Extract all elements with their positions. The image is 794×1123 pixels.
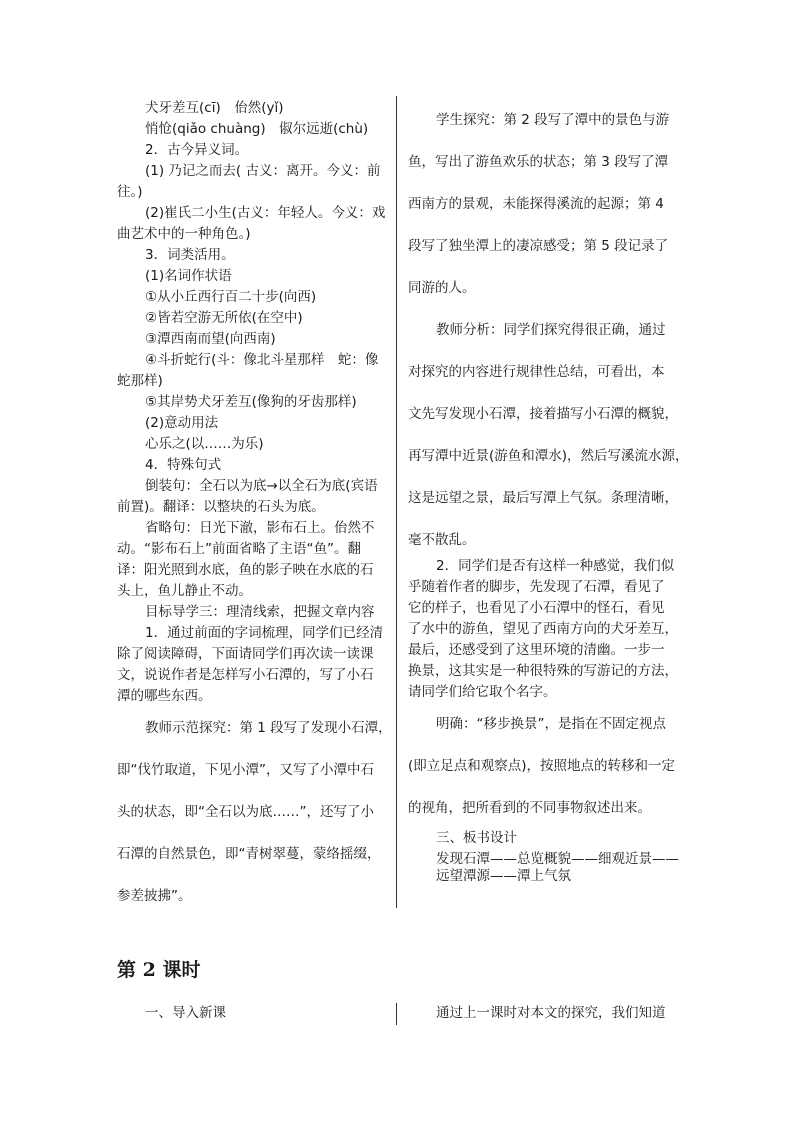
text-line: 三、板书设计 xyxy=(436,830,517,846)
text-line: 石潭的自然景色，即“青树翠蔓，蒙络摇缀， xyxy=(117,846,381,862)
text-line: 即“伐竹取道，下见小潭”，又写了小潭中石 xyxy=(117,762,374,778)
text-line: 1．通过前面的字词梳理，同学们已经清 xyxy=(145,625,384,641)
text-line: 的视角，把所看到的不同事物叙述出来。 xyxy=(408,800,651,816)
text-line: 目标导学三：理清线索，把握文章内容 xyxy=(145,604,375,620)
text-line: ⑤其岸势犬牙差互(像狗的牙齿那样) xyxy=(145,394,357,410)
section-heading-intro: 一、导入新课 xyxy=(145,1005,226,1021)
text-line: 2．古今异义词。 xyxy=(145,142,249,158)
text-line: 请同学们给它取个名字。 xyxy=(408,684,557,700)
text-line: (2)意动用法 xyxy=(145,415,219,431)
text-line: 2．同学们是否有这样一种感觉，我们似 xyxy=(436,558,675,574)
column-divider-bottom xyxy=(396,1003,397,1025)
text-line: 前置)。翻译：以整块的石头为底。 xyxy=(117,499,325,515)
text-line: 鱼，写出了游鱼欢乐的状态；第 3 段写了潭 xyxy=(408,154,669,170)
text-line: 这是远望之景，最后写潭上气氛。条理清晰， xyxy=(408,490,678,506)
text-line: 明确：“移步换景”，是指在不固定视点 xyxy=(436,716,666,732)
text-line: 发现石潭——总览概貌——细观近景—— xyxy=(436,851,679,867)
text-line: 往。) xyxy=(117,184,143,200)
text-line: 犬牙差互(cī) 佁然(yǐ) xyxy=(145,100,284,116)
text-line: 参差披拂”。 xyxy=(117,888,192,904)
text-line: 换景，这其实是一种很特殊的写游记的方法， xyxy=(408,663,678,679)
text-line: 译：阳光照到水底，鱼的影子映在水底的石 xyxy=(117,562,374,578)
text-line: (2)崔氏二小生(古义：年轻人。今义：戏 xyxy=(145,205,386,221)
text-line: (1)名词作状语 xyxy=(145,268,232,284)
lesson-title: 第 2 课时 xyxy=(117,959,201,981)
text-line: 蛇那样) xyxy=(117,373,163,389)
text-line: 头的状态，即“全石以为底……”，还写了小 xyxy=(117,804,374,820)
text-line: 毫不散乱。 xyxy=(408,532,476,548)
text-line: 对探究的内容进行规律性总结，可看出，本 xyxy=(408,364,665,380)
text-line: 省略句：日光下澈，影布石上。佁然不 xyxy=(145,520,375,536)
text-line: 文，说说作者是怎样写小石潭的，写了小石 xyxy=(117,667,374,683)
text-line: (即立足点和观察点)，按照地点的转移和一定 xyxy=(408,758,676,774)
text-line: 同游的人。 xyxy=(408,280,476,296)
paragraph-continuation: 通过上一课时对本文的探究，我们知道 xyxy=(436,1005,666,1021)
text-line: 段写了独坐潭上的凄凉感受；第 5 段记录了 xyxy=(408,238,669,254)
text-line: ③潭西南而望(向西南) xyxy=(145,331,276,347)
text-line: 心乐之(以……为乐) xyxy=(145,436,264,452)
text-line: 曲艺术中的一种角色。) xyxy=(117,226,251,242)
text-line: 3．词类活用。 xyxy=(145,247,235,263)
text-line: 潭的哪些东西。 xyxy=(117,688,212,704)
text-line: 教师示范探究：第 1 段写了发现小石潭， xyxy=(145,720,392,736)
text-line: (1) 乃记之而去( 古义：离开。今义：前 xyxy=(145,163,381,179)
text-line: 再写潭中近景(游鱼和潭水)，然后写溪流水源， xyxy=(408,448,689,464)
text-line: 最后，还感受到了这里环境的清幽。一步一 xyxy=(408,642,665,658)
text-line: 教师分析：同学们探究得很正确，通过 xyxy=(436,322,666,338)
text-line: 除了阅读障碍，下面请同学们再次读一读课 xyxy=(117,646,374,662)
text-line: 乎随着作者的脚步，先发现了石潭，看见了 xyxy=(408,579,665,595)
text-line: 悄怆(qiǎo chuàng) 俶尔远逝(chù) xyxy=(145,121,369,137)
text-line: ④斗折蛇行(斗：像北斗星那样 蛇：像 xyxy=(145,352,379,368)
text-line: 了水中的游鱼，望见了西南方向的犬牙差互， xyxy=(408,621,678,637)
column-divider xyxy=(396,96,397,908)
text-line: 它的样子，也看见了小石潭中的怪石，看见 xyxy=(408,600,665,616)
text-line: 文先写发现小石潭，接着描写小石潭的概貌， xyxy=(408,406,678,422)
text-line: 动。“影布石上”前面省略了主语“鱼”。翻 xyxy=(117,541,361,557)
text-line: 4．特殊句式 xyxy=(145,457,222,473)
text-line: 西南方的景观，未能探得溪流的起源；第 4 xyxy=(408,196,664,212)
text-line: 远望潭源——潭上气氛 xyxy=(436,868,571,884)
text-line: 头上，鱼儿静止不动。 xyxy=(117,583,252,599)
text-line: 倒装句：全石以为底→以全石为底(宾语 xyxy=(145,478,378,494)
text-line: ①从小丘西行百二十步(向西) xyxy=(145,289,317,305)
text-line: 学生探究：第 2 段写了潭中的景色与游 xyxy=(436,112,670,128)
text-line: ②皆若空游无所依(在空中) xyxy=(145,310,303,326)
